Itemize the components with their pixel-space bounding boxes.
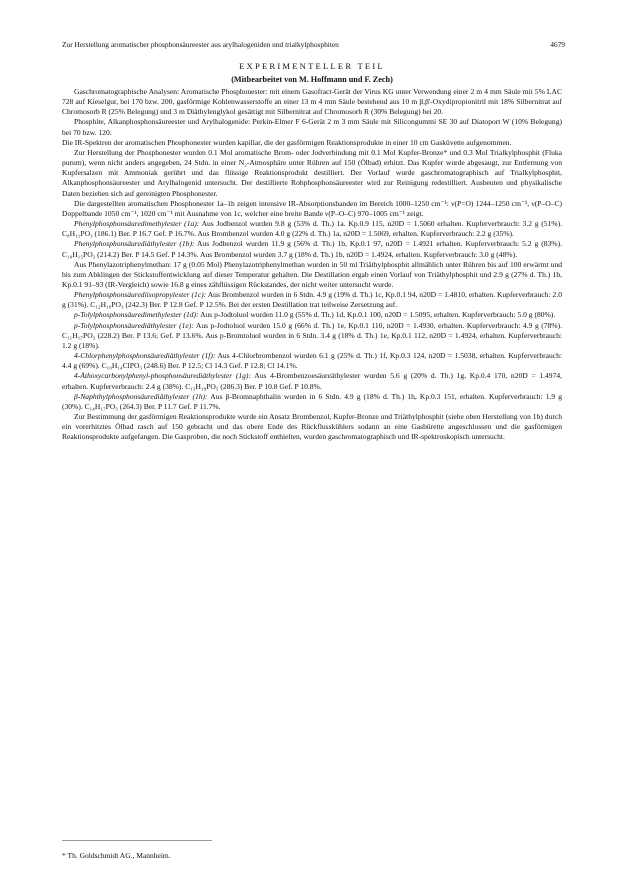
compound-name: Phenylphosphonsäurediäthylester (1b): xyxy=(74,239,195,249)
paragraph xyxy=(62,138,562,148)
paragraph xyxy=(62,392,562,412)
paragraph xyxy=(62,219,562,239)
paragraph-text: Aus p-Jodtoluol wurden 15.0 g (66% d. Th.) 1e, Kp.0.1 110, n20D = 1.4930, erhalten. Kupferverbrauch: 4.9 g (78%). C₁₁H₁₇PO₃ (228.2) Ber. P 13.6; Gef. P 13.6%. Aus p-Bromtoluol wurden in 6 Stdn. 3.4 g (18% d. Th.) 1e, Kp.0.1 112, n20D = 1.4924, erhalten. Kupferverbrauch: 1.2 g (18%). xyxy=(62,320,562,350)
paragraph-text: Aus 4-Brombenzoesäureäthylester wurden 5.6 g (20% d. Th.) 1g, Kp.0.4 170, n20D = 1.4974, erhalten. Kupferverbrauch: 2.4 g (38%). C₁₃H₁₉PO₅ (286.3) Ber. P 10.8 Gef. P 10.8%. xyxy=(62,371,563,391)
paragraph-text: Die dargestellten aromatischen Phosphonester 1a–1h zeigen intensive IR-Absorptionsbanden im Bereich 1000–1250 cm⁻¹: ν(P=O) 1244–1250 cm⁻¹, ν(P–O–C) Doppelbande 1050 cm⁻¹, 1020 cm⁻¹ mit Ausnahme von 1c, welcher eine breite Bande ν(P–O–C) 970–1005 cm⁻¹ zeigt. xyxy=(62,198,562,218)
paragraph xyxy=(62,117,562,137)
footnote: * Th. Goldschmidt AG., Mannheim. xyxy=(62,851,171,860)
paragraph-text: Gaschromatographische Analysen: Aromatische Phosphonester: mit einem Gasofract-Gerät der Virus KG unter Verwendung einer 2 m 4 mm Säule mit 5% LAC 728 auf Kieselgur, bei 170 bzw. 200, gasförmige Kohlenwasserstoffe an einer 13 m 4 mm Säule bestehend aus 10 m β,β'-Oxydipropionitril mit 18% Silbernitrat auf Chromosorb R (25% Belegung) und 3 m Diäthylenglykol gesättigt mit Silbernitrat auf Chromosorb R (30% Belegung) bei 20. xyxy=(62,87,562,117)
paragraph-text: Zur Bestimmung der gasförmigen Reaktionsprodukte wurde ein Ansatz Brombenzol, Kupfer-Bronze und Triäthylphosphit (siehe oben Herstellung von 1b) durch ein vorerhitztes Ölbad rasch auf 150 gebracht und das obere Ende des Rückflusskühlers sodann an eine Gasbürette angeschlossen und die gasförmigen Reaktionsprodukte aufgefangen. Die Gasproben, die noch Stickstoff enthielten, wurden gaschromatographisch und IR-spektroskopisch untersucht. xyxy=(62,412,562,442)
paragraph xyxy=(62,371,562,391)
paragraph-text: Die IR-Spektren der aromatischen Phosphonester wurden kapillar, die der gasförmigen Reaktionsprodukte in einer 10 cm Gasküvette aufgenommen. xyxy=(62,137,512,147)
compound-name: Phenylphosphonsäuredimethylester (1a): xyxy=(74,219,200,229)
paragraph xyxy=(62,310,562,320)
paragraph xyxy=(62,260,562,290)
paragraph xyxy=(62,351,562,371)
paragraph xyxy=(62,321,562,351)
paragraph-text: Aus Jodbenzol wurden 11.9 g (56% d. Th.) 1b, Kp.0.1 97, n20D = 1.4921 erhalten. Kupferverbrauch: 5.2 g (83%). C₁₀H₁₅PO₃ (214.2) Ber. P 14.5 Gef. P 14.3%. Aus Brombenzol wurden 3.7 g (18% d. Th.) 1b, n20D = 1.4924, erhalten. Kupferverbrauch: 3.0 g (48%). xyxy=(62,239,562,259)
paragraph-text: Zur Herstellung der Phosphonester wurden 0.1 Mol aromatische Brom- oder Jodverbindung mit 0.1 Mol Kupfer-Bronze* und 0.3 Mol Trialkylphosphit (Fluka purum), wenn nicht anders angegeben, 24 Stdn. in einer N₂-Atmosphäre unter Rühren auf 150 (Ölbad) erhitzt. Das Kupfer wurde abgesaugt, zur Entfernung von Kupfersalzen mit Ammoniak gerührt und das flüssige Reaktionsprodukt destilliert. Der Vorlauf wurde gaschromatographisch auf Trialkylphosphit, Alkanphosphonsäureester und Arylhalogenid untersucht. Der destillierte Rohphosphonsäureester wird zur Reinigung redestilliert. Ausbeuten und physikalische Daten beziehen sich auf gereinigten Phosphonester. xyxy=(62,147,562,198)
compound-name: p-Tolylphosphonsäuredimethylester (1d): xyxy=(74,310,199,320)
paragraph xyxy=(62,87,562,117)
paragraph xyxy=(62,148,562,199)
paragraph-text: Aus Brombenzol wurden in 6 Stdn. 4.9 g (19% d. Th.) 1c, Kp.0.1 94, n20D = 1.4810, erhalten. Kupferverbrauch: 2.0 g (31%). C₁₂H₁₉PO₃ (242.3) Ber. P 12.8 Gef. P 12.5%. Bei der ersten Destillation trat teilweise Zersetzung auf. xyxy=(62,290,562,310)
paragraph-text: Aus 4-Chlorbrombenzol wurden 6.1 g (25% d. Th.) 1f, Kp.0.3 124, n20D = 1.5038, erhalten. Kupferverbrauch: 4.4 g (69%). C₁₀H₁₄ClPO₃ (248.6) Ber. P 12.5; Cl 14.3 Gef. P 12.8; Cl 14.1%. xyxy=(62,351,562,371)
compound-name: 4-Äthoxycarbonylphenyl-phosphonsäurediäthylester (1g): xyxy=(74,371,251,381)
paragraph-text: Aus p-Jodtoluol wurden 11.0 g (55% d. Th.) 1d, Kp.0.1 100, n20D = 1.5095, erhalten. Kupferverbrauch: 5.0 g (80%). xyxy=(200,310,556,320)
paragraph-text: Aus Jodbenzol wurden 9.8 g (53% d. Th.) 1a. Kp.0.9 115, n20D = 1.5060 erhalten. Kupferverbrauch: 3.2 g (51%). C₈H₁₁PO₃ (186.1) Ber. P 16.7 Gef. P 16.7%. Aus Brombenzol wurden 4.0 g (22% d. Th.) 1a, n20D = 1.5069, erhalten. Kupferverbrauch: 2.2 g (35%). xyxy=(62,219,562,239)
page-number: 4679 xyxy=(550,40,565,49)
article-body xyxy=(62,87,562,442)
paragraph-text: Phosphite, Alkanphosphonsäureester und Arylhalogenide: Perkin-Elmer F 6-Gerät 2 m 3 mm Säule mit Silicongummi SE 30 auf Diatoport W (10% Belegung) bei 70 bzw. 120. xyxy=(62,117,562,137)
compound-name: Phenylphosphonsäurediisopropylester (1c): xyxy=(74,290,207,300)
paragraph-text: Aus Phenylazotriphenylmethan: 17 g (0.05 Mol) Phenylazotriphenylmethan wurden in 50 ml Triäthylphosphit allmählich unter Rühren bis auf 100 erwärmt und bis zum Abklingen der Stickstoffentwicklung auf dieser Temperatur gehalten. Die Destillation ergab einen Vorlauf von Triäthylphosphit und 2.9 g (27% d. Th.) 1b, Kp.0.1 91–93 (IR-Vergleich) sowie 16.8 g eines zähflüssigen Rückstandes, der nicht weiter untersucht wurde. xyxy=(62,259,562,289)
running-header xyxy=(62,40,565,50)
paragraph-text: Aus β-Bromnaphthalin wurden in 6 Stdn. 4.9 g (18% d. Th.) 1h, Kp.0.3 151, erhalten. Kupferverbrauch: 1.9 g (30%). C₁₄H₁₇PO₃ (264.3) Ber. P 11.7 Gef. P 11.7%. xyxy=(62,391,562,411)
compound-name: β-Naphthylphosphonsäurediäthylester (1h): xyxy=(74,391,208,401)
compound-name: p-Tolylphosphonsäurediäthylester (1e): xyxy=(74,320,194,330)
footnote-rule xyxy=(62,840,212,841)
section-title: EXPERIMENTELLER TEIL xyxy=(239,61,385,71)
section-subtitle: (Mitbearbeitet von M. Hoffmann und F. Zech) xyxy=(231,75,393,84)
paragraph xyxy=(62,412,562,442)
paragraph xyxy=(62,290,562,310)
compound-name: 4-Chlorphenylphosphonsäurediäthylester (1f): xyxy=(74,351,216,361)
paragraph xyxy=(62,199,562,219)
running-title: Zur Herstellung aromatischer phosphonsäureester aus arylhalogeniden und trialkylphosphiten xyxy=(62,40,339,49)
page-content xyxy=(62,40,565,442)
paragraph xyxy=(62,239,562,259)
